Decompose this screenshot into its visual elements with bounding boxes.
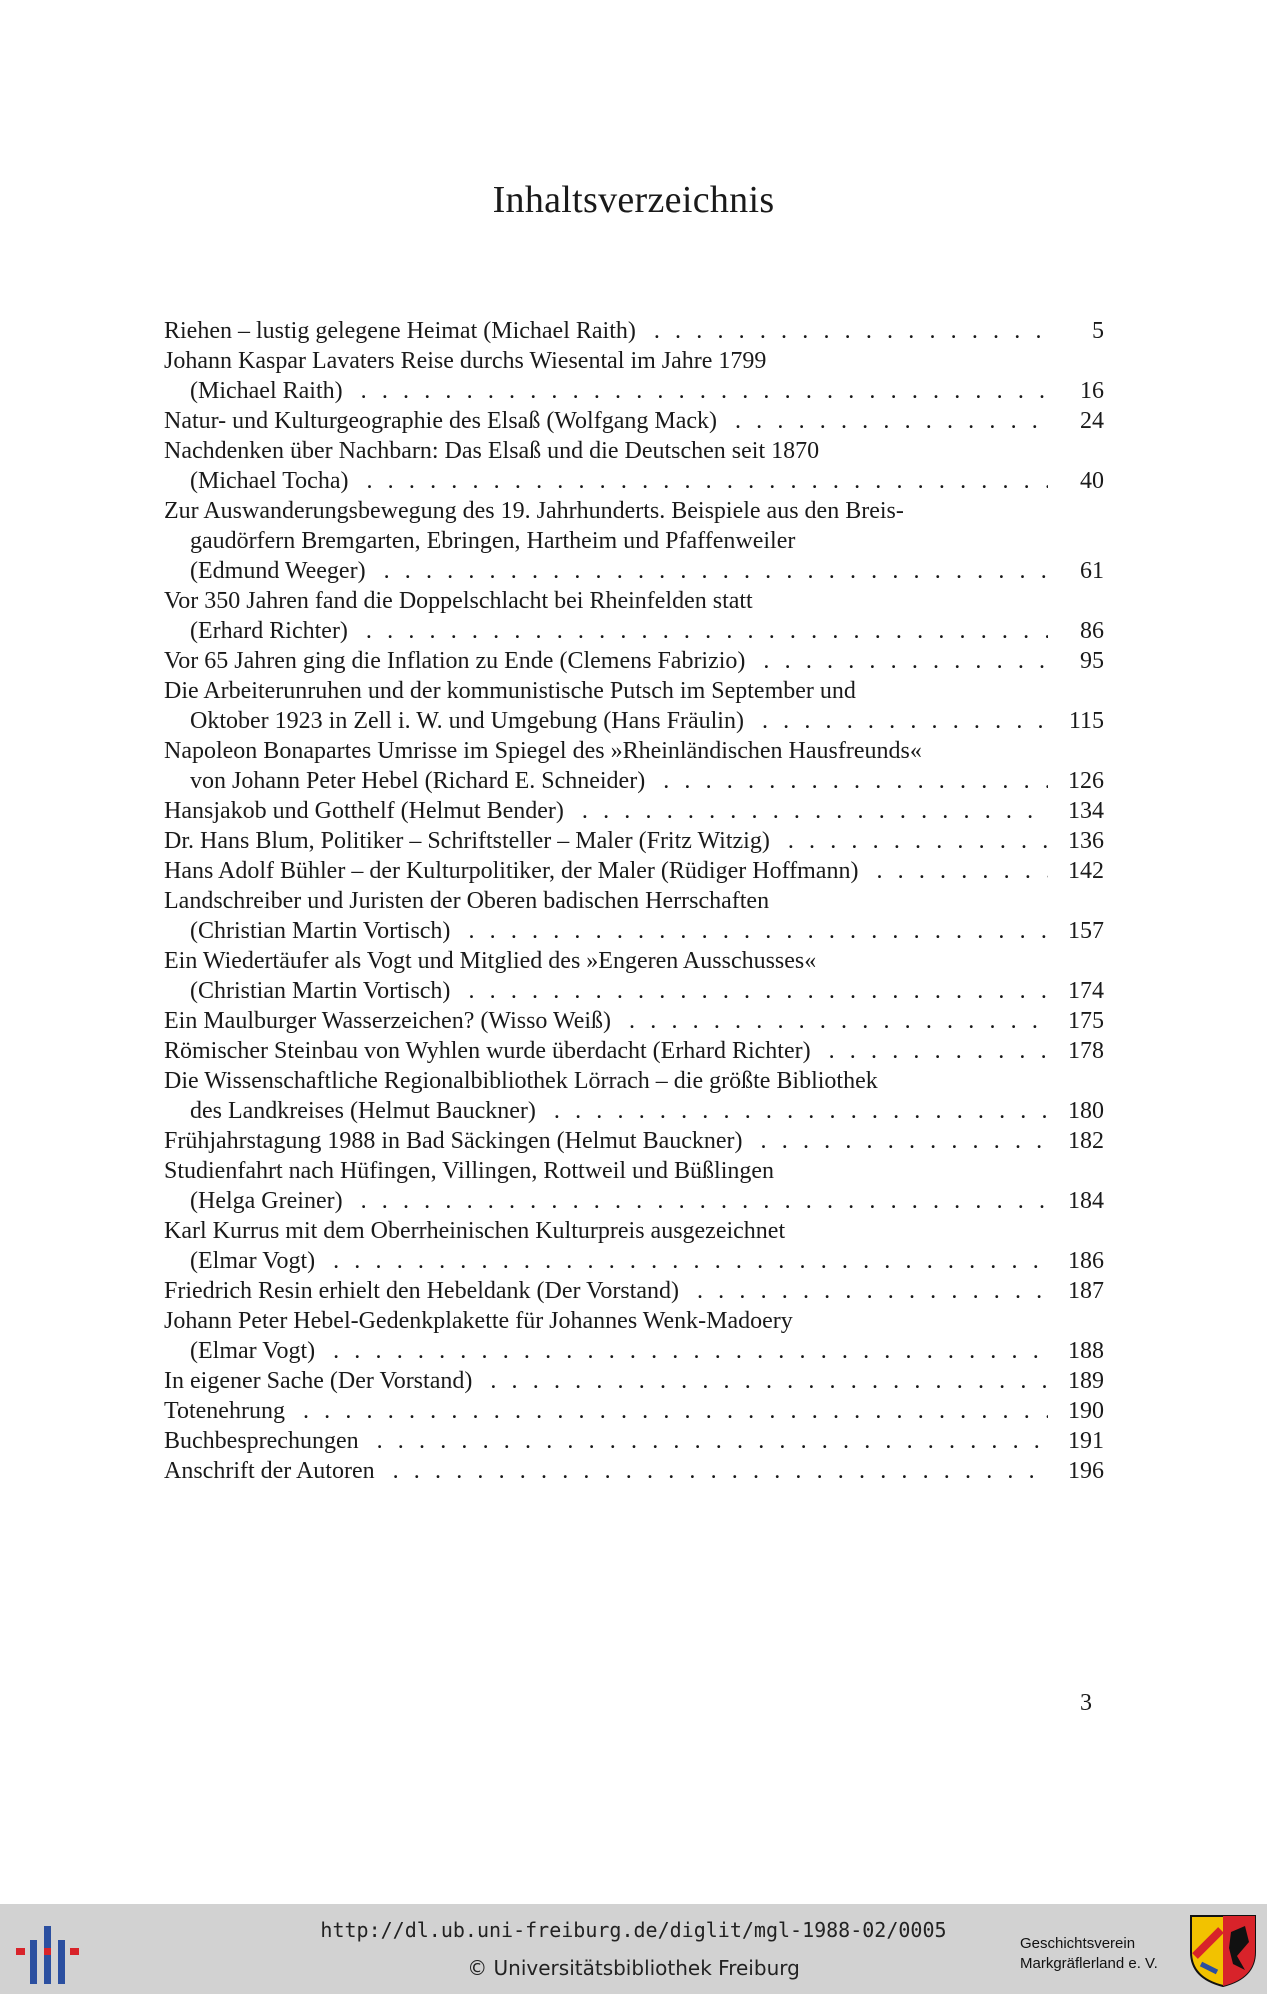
toc-entry-title-line: Ein Wiedertäufer als Vogt und Mitglied des »Engeren Ausschusses« <box>164 948 817 974</box>
page-number: 3 <box>1080 1690 1092 1716</box>
toc-entry <box>164 586 1104 646</box>
toc-entry-title: Natur- und Kulturgeographie des Elsaß (Wolfgang Mack) <box>164 408 717 434</box>
toc-entry-last-line <box>164 1426 1104 1456</box>
toc-entry-title: Anschrift der Autoren <box>164 1458 375 1484</box>
dot-leader <box>315 1336 1048 1366</box>
toc-entry-page: 182 <box>1068 1128 1104 1154</box>
dot-leader <box>450 916 1048 946</box>
toc-entry-title: Dr. Hans Blum, Politiker – Schriftsteller – Maler (Fritz Witzig) <box>164 828 770 854</box>
toc-entry-title-line: Die Arbeiterunruhen und der kommunistische Putsch im September und <box>164 678 856 704</box>
toc-entry <box>164 1126 1104 1156</box>
dot-leader <box>717 406 1048 436</box>
dot-leader <box>811 1036 1048 1066</box>
toc-entry-last-line <box>164 1186 1104 1216</box>
toc-entry <box>164 1156 1104 1216</box>
toc-entry <box>164 946 1104 1006</box>
dot-leader <box>315 1246 1048 1276</box>
dot-leader <box>679 1276 1048 1306</box>
toc-entry-last-line <box>164 1036 1104 1066</box>
dot-leader <box>745 646 1048 676</box>
toc-entry-title: (Christian Martin Vortisch) <box>190 918 451 944</box>
dot-leader <box>450 976 1048 1006</box>
toc-entry <box>164 346 1104 406</box>
toc-entry <box>164 1006 1104 1036</box>
toc-entry <box>164 1426 1104 1456</box>
toc-entry-title: (Michael Raith) <box>190 378 343 404</box>
toc-entry <box>164 1066 1104 1126</box>
toc-entry-title: Hansjakob und Gotthelf (Helmut Bender) <box>164 798 564 824</box>
toc-entry-title: Frühjahrstagung 1988 in Bad Säckingen (Helmut Bauckner) <box>164 1128 743 1154</box>
toc-entry-page: 178 <box>1068 1038 1104 1064</box>
footer-url[interactable]: http://dl.ub.uni-freiburg.de/diglit/mgl-1988-02/0005 <box>320 1918 947 1942</box>
toc-entry-last-line <box>164 1006 1104 1036</box>
toc-entry-page: 180 <box>1068 1098 1104 1124</box>
toc-entry <box>164 1216 1104 1276</box>
toc-entry <box>164 826 1104 856</box>
dot-leader <box>343 376 1048 406</box>
toc-entry-last-line <box>164 556 1104 586</box>
footer-bar <box>0 1904 1267 1994</box>
dot-leader <box>611 1006 1048 1036</box>
page-title: Inhaltsverzeichnis <box>492 179 775 221</box>
toc-entry-title: (Elmar Vogt) <box>190 1248 316 1274</box>
dot-leader <box>536 1096 1048 1126</box>
toc-entry-title: (Erhard Richter) <box>190 618 348 644</box>
toc-entry-last-line <box>164 856 1104 886</box>
toc-entry-title: Hans Adolf Bühler – der Kulturpolitiker, der Maler (Rüdiger Hoffmann) <box>164 858 859 884</box>
toc-entry-last-line <box>164 706 1104 736</box>
toc-entry-title-line: Johann Peter Hebel-Gedenkplakette für Johannes Wenk-Madoery <box>164 1308 793 1334</box>
toc-entry-page: 191 <box>1068 1428 1104 1454</box>
toc-entry-title: Totenehrung <box>164 1398 285 1424</box>
toc-entry <box>164 316 1104 346</box>
toc-entry-title-line: Zur Auswanderungsbewegung des 19. Jahrhunderts. Beispiele aus den Breis- <box>164 498 904 524</box>
dot-leader <box>564 796 1048 826</box>
toc-entry-last-line <box>164 376 1104 406</box>
toc-entry-title: Buchbesprechungen <box>164 1428 359 1454</box>
toc-entry-page: 40 <box>1080 468 1104 494</box>
toc-entry-title-line: Studienfahrt nach Hüfingen, Villingen, Rottweil und Büßlingen <box>164 1158 775 1184</box>
toc-entry-page: 184 <box>1068 1188 1104 1214</box>
toc-entry-title-line: gaudörfern Bremgarten, Ebringen, Hartheim und Pfaffenweiler <box>190 528 796 554</box>
toc-entry <box>164 856 1104 886</box>
toc-entry-page: 174 <box>1068 978 1104 1004</box>
toc-entry-title-line: Vor 350 Jahren fand die Doppelschlacht bei Rheinfelden statt <box>164 588 753 614</box>
toc-entry-title-line: Landschreiber und Juristen der Oberen badischen Herrschaften <box>164 888 770 914</box>
dot-leader <box>636 316 1048 346</box>
toc-entry-page: 175 <box>1068 1008 1104 1034</box>
toc-entry-last-line <box>164 1246 1104 1276</box>
toc-entry <box>164 646 1104 676</box>
toc-entry-last-line <box>164 316 1104 346</box>
toc-entry-last-line <box>164 1126 1104 1156</box>
toc-entry <box>164 1276 1104 1306</box>
toc-entry-title: Friedrich Resin erhielt den Hebeldank (Der Vorstand) <box>164 1278 679 1304</box>
toc-entry <box>164 1306 1104 1366</box>
toc-entry-title: Oktober 1923 in Zell i. W. und Umgebung (Hans Fräulin) <box>190 708 744 734</box>
toc-entry-title: (Michael Tocha) <box>190 468 349 494</box>
toc-entry-page: 196 <box>1068 1458 1104 1484</box>
toc-entry-last-line <box>164 646 1104 676</box>
toc-entry-title: Riehen – lustig gelegene Heimat (Michael Raith) <box>164 318 636 344</box>
toc-entry-last-line <box>164 976 1104 1006</box>
dot-leader <box>472 1366 1048 1396</box>
dot-leader <box>645 766 1048 796</box>
dot-leader <box>285 1396 1048 1426</box>
dot-leader <box>348 616 1048 646</box>
toc-entry-last-line <box>164 1396 1104 1426</box>
dot-leader <box>359 1426 1048 1456</box>
toc-entry-page: 95 <box>1080 648 1104 674</box>
dot-leader <box>375 1456 1048 1486</box>
toc-entry-page: 24 <box>1080 408 1104 434</box>
toc-entry-page: 188 <box>1068 1338 1104 1364</box>
toc-entry-page: 126 <box>1068 768 1104 794</box>
dot-leader <box>744 706 1048 736</box>
coat-of-arms-icon <box>1187 1912 1259 1988</box>
dot-leader <box>348 466 1048 496</box>
dot-leader <box>366 556 1048 586</box>
toc-entry-title: des Landkreises (Helmut Bauckner) <box>190 1098 536 1124</box>
toc-entry-title: Vor 65 Jahren ging die Inflation zu Ende (Clemens Fabrizio) <box>164 648 746 674</box>
toc-entry-page: 186 <box>1068 1248 1104 1274</box>
society-line-2: Markgräflerland e. V. <box>1020 1955 1158 1972</box>
footer-copyright: © Universitätsbibliothek Freiburg <box>467 1956 800 1980</box>
toc-entry-last-line <box>164 1276 1104 1306</box>
toc-entry-last-line <box>164 466 1104 496</box>
toc-entry-title-line: Karl Kurrus mit dem Oberrheinischen Kulturpreis ausgezeichnet <box>164 1218 786 1244</box>
toc-entry-last-line <box>164 616 1104 646</box>
toc-entry <box>164 1036 1104 1066</box>
toc-entry-page: 61 <box>1080 558 1104 584</box>
toc-entry-title: Ein Maulburger Wasserzeichen? (Wisso Weiß) <box>164 1008 612 1034</box>
toc-entry <box>164 886 1104 946</box>
toc-entry-last-line <box>164 1336 1104 1366</box>
toc-entry <box>164 796 1104 826</box>
toc-entry-last-line <box>164 1096 1104 1126</box>
toc-entry-last-line <box>164 1366 1104 1396</box>
society-line-1: Geschichtsverein <box>1020 1935 1136 1952</box>
toc-entry <box>164 676 1104 736</box>
toc-entry-last-line <box>164 766 1104 796</box>
toc-entry-title: Römischer Steinbau von Wyhlen wurde überdacht (Erhard Richter) <box>164 1038 811 1064</box>
toc-entry-page: 115 <box>1068 708 1104 734</box>
toc-entry-page: 134 <box>1068 798 1104 824</box>
toc-entry-page: 16 <box>1080 378 1104 404</box>
toc-entry-page: 142 <box>1068 858 1104 884</box>
toc-entry-page: 136 <box>1068 828 1104 854</box>
toc-entry <box>164 736 1104 796</box>
toc-entry-page: 189 <box>1068 1368 1104 1394</box>
toc-entry-title-line: Johann Kaspar Lavaters Reise durchs Wiesental im Jahre 1799 <box>164 348 767 374</box>
toc-entry <box>164 1366 1104 1396</box>
toc-entry-last-line <box>164 796 1104 826</box>
table-of-contents <box>164 316 1104 1486</box>
toc-entry <box>164 1396 1104 1426</box>
toc-entry <box>164 406 1104 436</box>
society-name <box>1020 1934 1158 1974</box>
toc-entry-title: In eigener Sache (Der Vorstand) <box>164 1368 473 1394</box>
toc-entry-title: (Helga Greiner) <box>190 1188 343 1214</box>
dot-leader <box>743 1126 1048 1156</box>
toc-entry-page: 190 <box>1068 1398 1104 1424</box>
toc-entry-last-line <box>164 406 1104 436</box>
toc-entry-title: von Johann Peter Hebel (Richard E. Schneider) <box>190 768 646 794</box>
toc-entry-title-line: Die Wissenschaftliche Regionalbibliothek Lörrach – die größte Bibliothek <box>164 1068 878 1094</box>
toc-entry-title-line: Nachdenken über Nachbarn: Das Elsaß und die Deutschen seit 1870 <box>164 438 820 464</box>
toc-entry-title: (Edmund Weeger) <box>190 558 366 584</box>
toc-entry-title-line: Napoleon Bonapartes Umrisse im Spiegel des »Rheinländischen Hausfreunds« <box>164 738 922 764</box>
toc-entry-last-line <box>164 826 1104 856</box>
toc-entry-title: (Christian Martin Vortisch) <box>190 978 451 1004</box>
toc-entry-page: 5 <box>1092 318 1104 344</box>
toc-entry-page: 187 <box>1068 1278 1104 1304</box>
dot-leader <box>858 856 1048 886</box>
toc-entry <box>164 1456 1104 1486</box>
toc-entry-page: 157 <box>1068 918 1104 944</box>
toc-entry-title: (Elmar Vogt) <box>190 1338 316 1364</box>
toc-entry-last-line <box>164 1456 1104 1486</box>
dot-leader <box>770 826 1048 856</box>
toc-entry <box>164 496 1104 586</box>
dot-leader <box>343 1186 1048 1216</box>
toc-entry <box>164 436 1104 496</box>
toc-entry-page: 86 <box>1080 618 1104 644</box>
toc-entry-last-line <box>164 916 1104 946</box>
